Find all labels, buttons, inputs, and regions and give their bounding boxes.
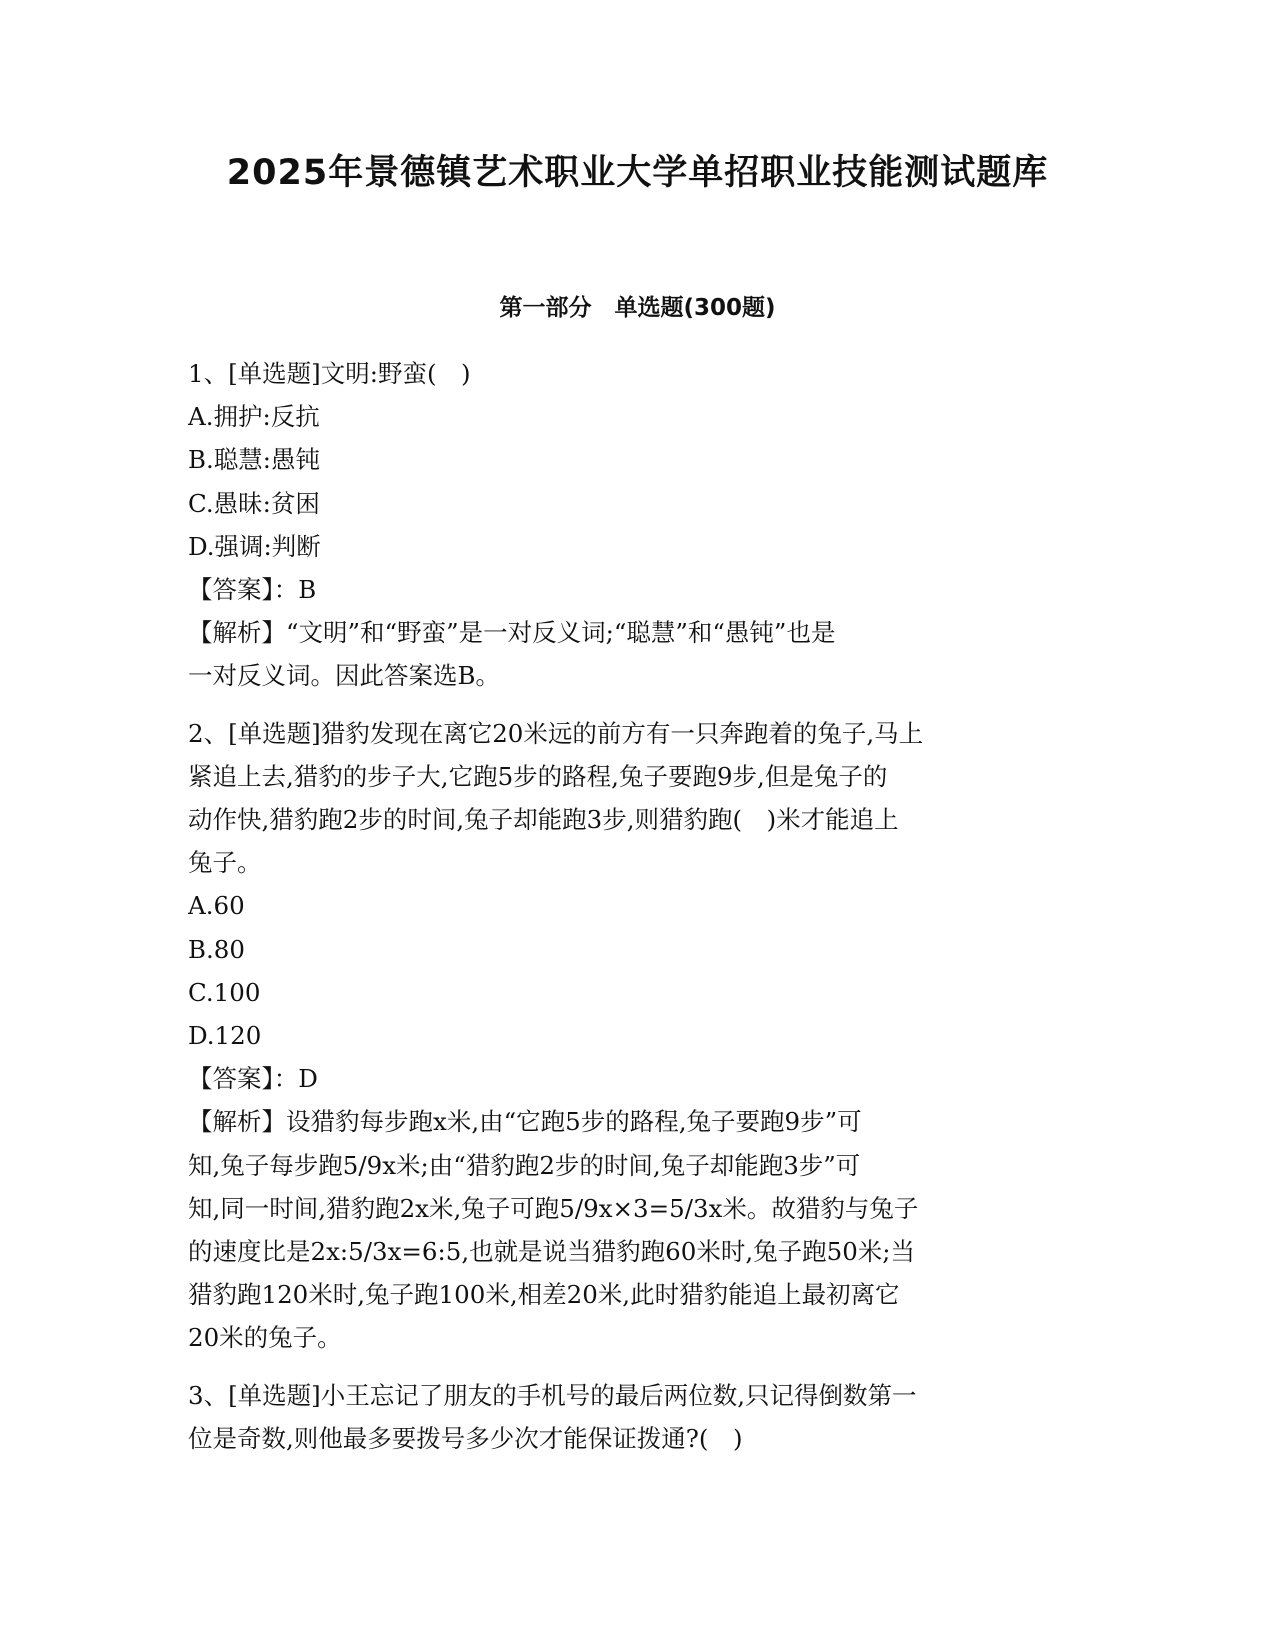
question-list (188, 352, 1083, 1474)
analysis-text: 猎豹跑120米时,兔子跑100米,相差20米,此时猎豹能追上最初离它 (188, 1280, 900, 1310)
option-d: D.120 (188, 1021, 262, 1051)
analysis-text: 知,兔子每步跑5/9x米;由“猎豹跑2步的时间,兔子却能跑3步”可 (188, 1150, 861, 1180)
question-1 (188, 352, 1083, 698)
analysis-line (188, 1100, 1083, 1143)
answer-value: ：B (273, 575, 317, 605)
question-2 (188, 712, 1083, 1360)
question-stem: 兔子。 (188, 848, 262, 878)
answer-value: ：D (273, 1064, 318, 1094)
option-b: B.80 (188, 934, 245, 964)
analysis-text: “文明”和“野蛮”是一对反义词;“聪慧”和“愚钝”也是 (286, 618, 836, 648)
question-stem: 动作快,猎豹跑2步的时间,兔子却能跑3步,则猎豹跑( )米才能追上 (188, 805, 899, 835)
question-stem: 2、[单选题]猎豹发现在离它20米远的前方有一只奔跑着的兔子,马上 (188, 718, 924, 748)
analysis-label: 【解析】 (188, 1107, 286, 1137)
question-stem: 3、[单选题]小王忘记了朋友的手机号的最后两位数,只记得倒数第一 (188, 1380, 917, 1410)
analysis-text: 知,同一时间,猎豹跑2x米,兔子可跑5/9x×3=5/3x米。故猎豹与兔子 (188, 1193, 919, 1223)
document-title: 2025年景德镇艺术职业大学单招职业技能测试题库 (226, 153, 1049, 193)
option-a: A.拥护:反抗 (188, 402, 320, 432)
option-d: D.强调:判断 (188, 531, 321, 561)
answer-label: 【答案】 (188, 575, 274, 605)
question-3 (188, 1374, 1083, 1460)
analysis-text: 设猎豹每步跑x米,由“它跑5步的路程,兔子要跑9步”可 (286, 1107, 862, 1137)
answer-line (188, 568, 1083, 611)
section-title: 第一部分 单选题(300题) (499, 295, 776, 321)
option-b: B.聪慧:愚钝 (188, 445, 321, 475)
option-c: C.愚昧:贫困 (188, 488, 320, 518)
analysis-text: 20米的兔子。 (188, 1323, 342, 1353)
question-stem: 位是奇数,则他最多要拨号多少次才能保证拨通?( ) (188, 1423, 743, 1453)
analysis-label: 【解析】 (188, 618, 286, 648)
question-stem: 紧追上去,猎豹的步子大,它跑5步的路程,兔子要跑9步,但是兔子的 (188, 761, 888, 791)
analysis-text: 一对反义词。因此答案选B。 (188, 661, 501, 691)
option-a: A.60 (188, 891, 245, 921)
answer-label: 【答案】 (188, 1064, 274, 1094)
question-stem: 1、[单选题]文明:野蛮( ) (188, 359, 471, 388)
option-c: C.100 (188, 977, 261, 1007)
analysis-text: 的速度比是2x:5/3x=6:5,也就是说当猎豹跑60米时,兔子跑50米;当 (188, 1237, 916, 1267)
analysis-line (188, 611, 1083, 654)
answer-line (188, 1057, 1083, 1100)
